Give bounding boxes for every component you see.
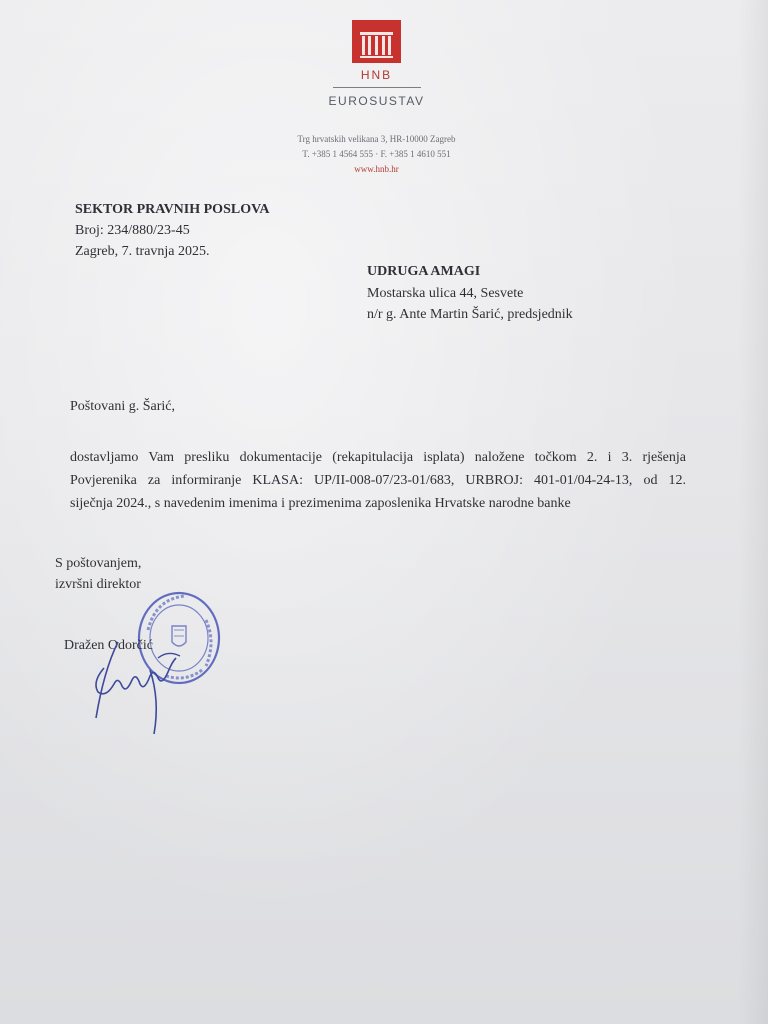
recipient-name: UDRUGA AMAGI (367, 264, 481, 279)
salutation: Poštovani g. Šarić, (70, 399, 175, 414)
letterhead-website[interactable]: www.hnb.hr (354, 164, 399, 174)
closing: S poštovanjem, (55, 556, 142, 571)
sender-department: SEKTOR PRAVNIH POSLOVA (75, 202, 270, 217)
place-date: Zagreb, 7. travnja 2025. (75, 244, 210, 259)
letter-body (70, 446, 686, 515)
letterhead-divider (333, 87, 421, 88)
recipient-address: Mostarska ulica 44, Sesvete (367, 286, 524, 301)
hnb-logo (352, 20, 401, 63)
body-line: siječnja 2024., s navedenim imenima i prezimenima zaposlenika Hrvatske narodne banke (70, 496, 571, 511)
recipient-attention: n/r g. Ante Martin Šarić, predsjednik (367, 307, 573, 322)
handwritten-signature (88, 640, 188, 740)
letterhead-subtitle: EUROSUSTAV (328, 94, 425, 108)
logo-text: HNB (360, 68, 393, 82)
letterhead-address: Trg hrvatskih velikana 3, HR-10000 Zagreb (297, 134, 456, 144)
reference-number: Broj: 234/880/23-45 (75, 223, 190, 238)
signatory-name: Dražen Odorčić (64, 638, 154, 653)
letterhead-phone: T. +385 1 4564 555 · F. +385 1 4610 551 (302, 149, 451, 159)
body-line: dostavljamo Vam presliku dokumentacije (rekapitulacija isplata) naložene točkom 2. i 3. rješenja (70, 450, 686, 465)
body-line: Povjerenika za informiranje KLASA: UP/II-008-07/23-01/683, URBROJ: 401-01/04-24-13, od 12. (70, 473, 686, 488)
signatory-title: izvršni direktor (55, 577, 141, 592)
